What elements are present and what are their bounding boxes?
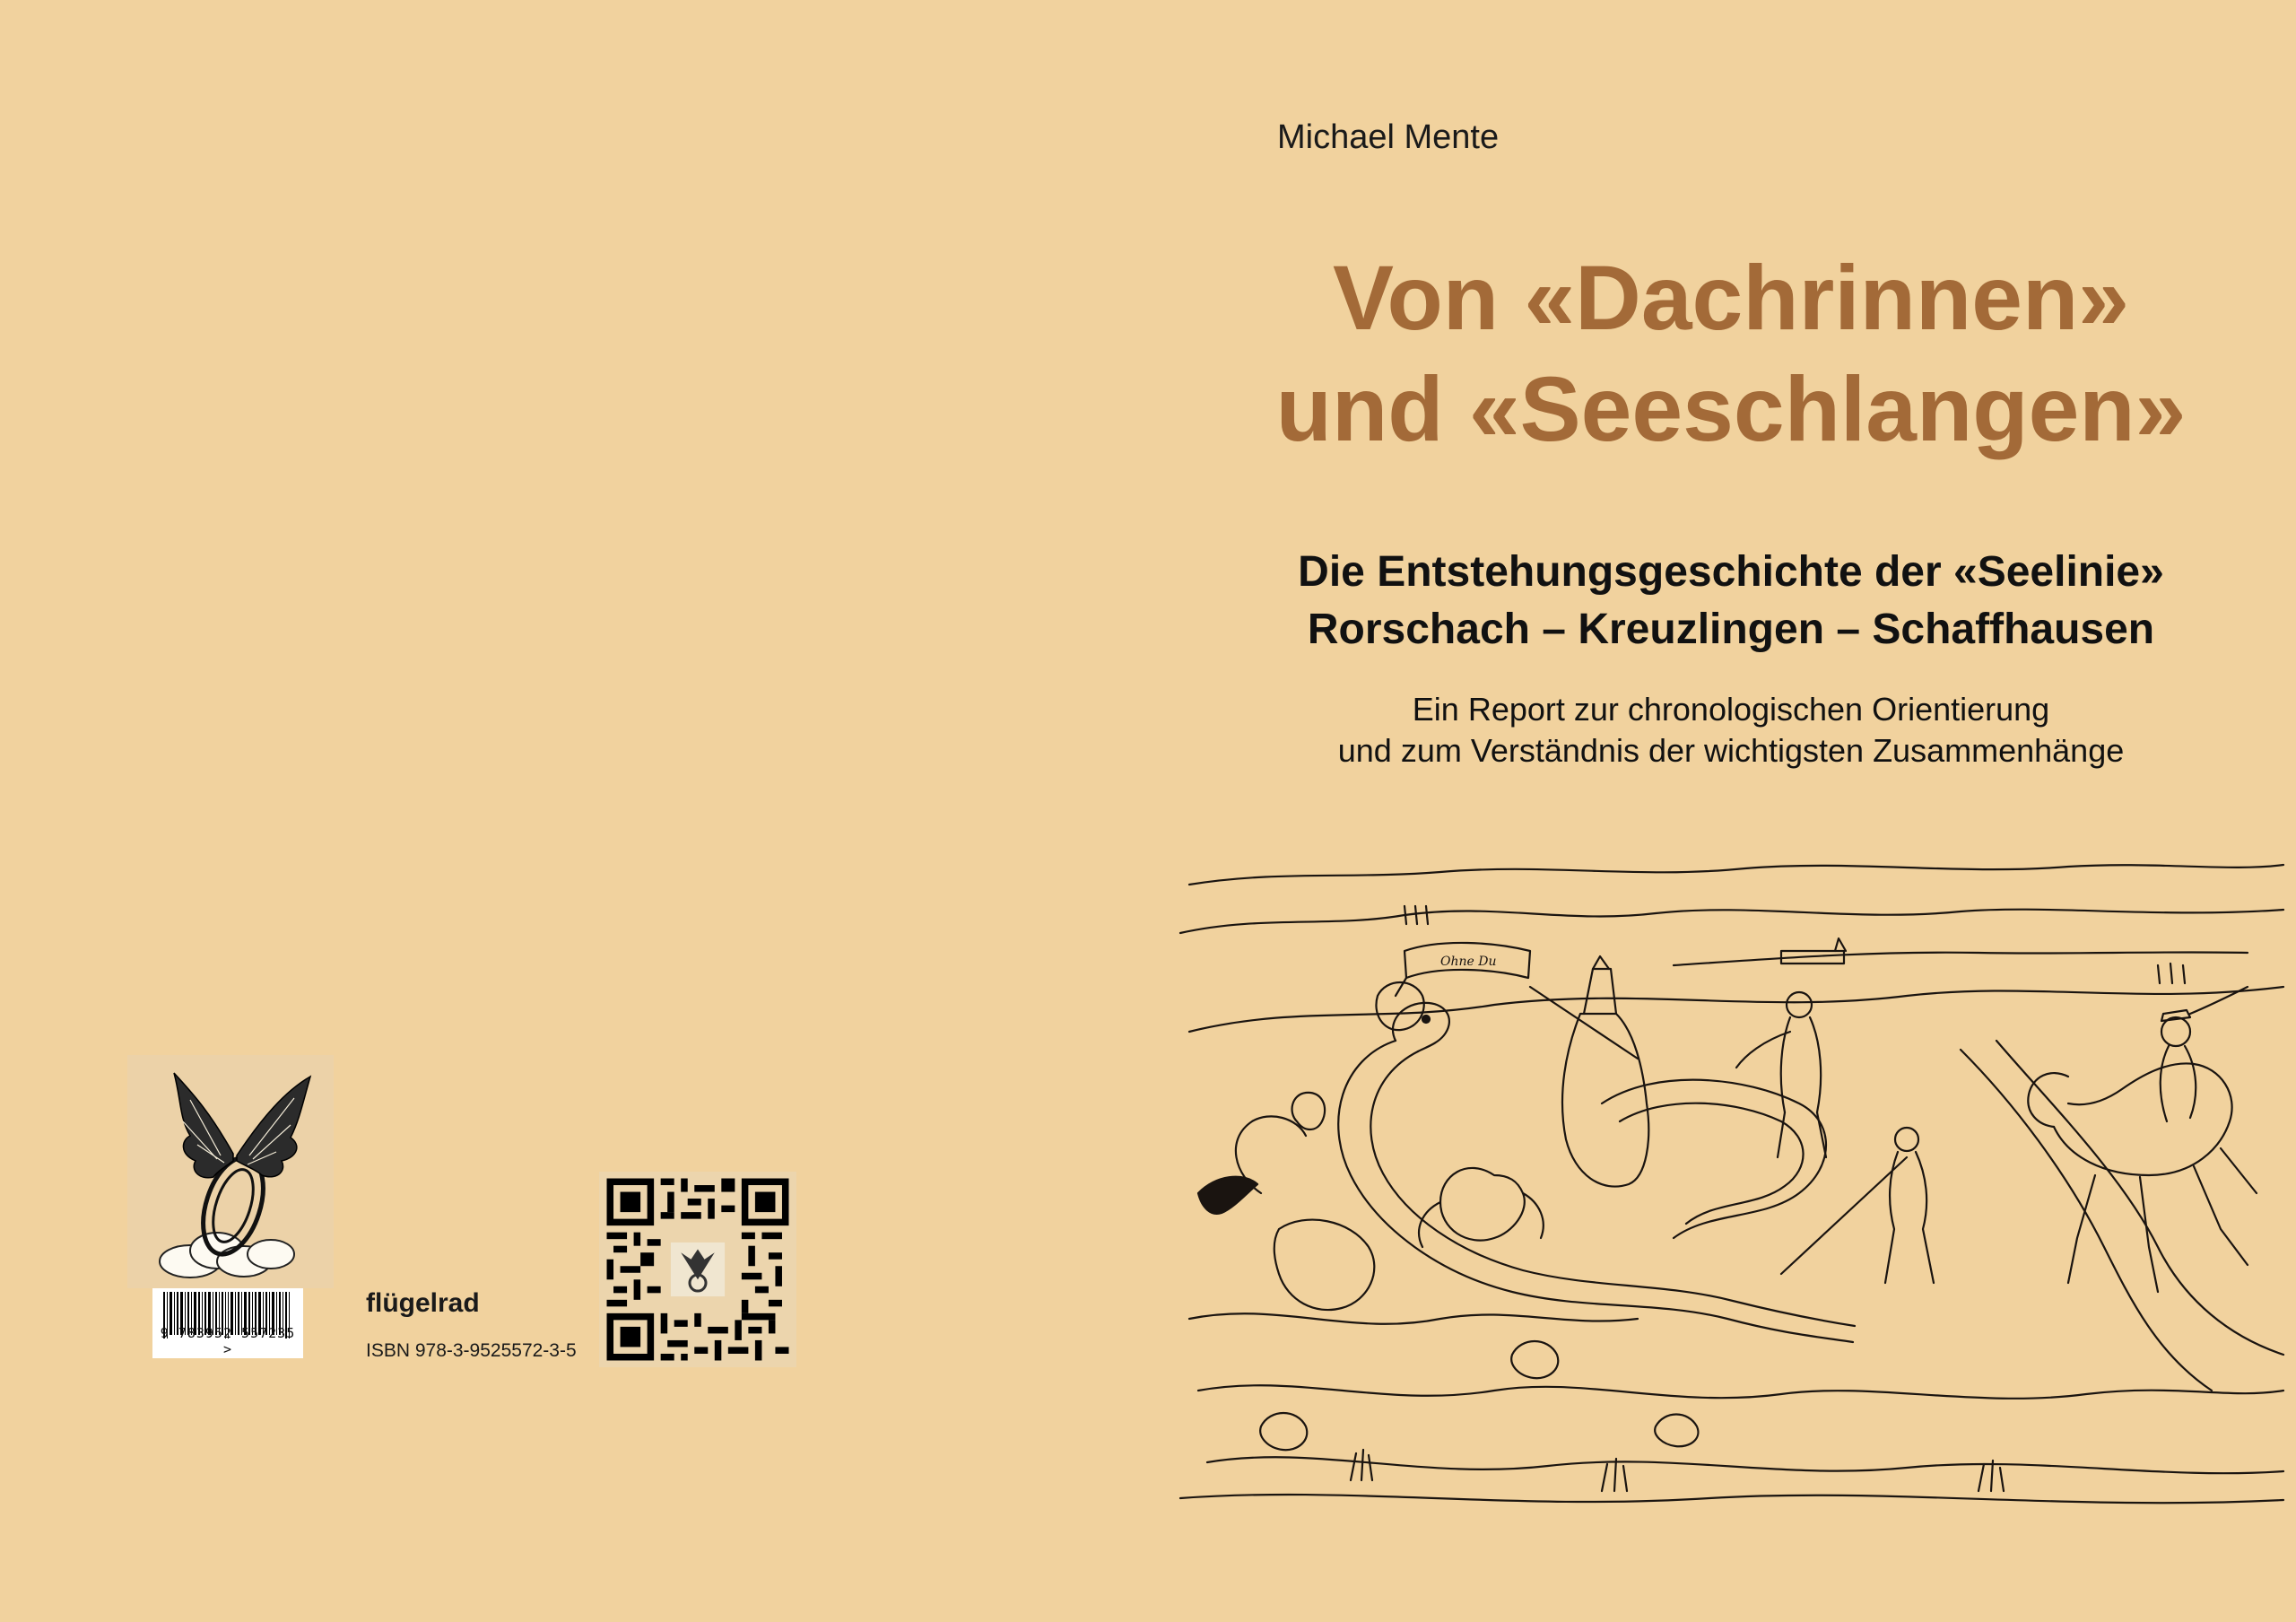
- qr-code-icon: [599, 1172, 796, 1367]
- subtitle-line: Die Entstehungsgeschichte der «Seelinie»: [1298, 548, 2164, 596]
- barcode: [152, 1288, 303, 1358]
- isbn-number: ISBN 978-3-9525572-3-5: [366, 1340, 577, 1361]
- publisher-logo: [127, 1055, 334, 1288]
- book-title: [1238, 242, 2224, 465]
- author-name: Michael Mente: [1277, 118, 1500, 156]
- title-line: Von «Dachrinnen»: [1333, 247, 2129, 349]
- barcode-digits: 9 783952 557235 >: [160, 1325, 296, 1357]
- publisher-name: flügelrad: [366, 1288, 480, 1318]
- tagline-line: Ein Report zur chronologischen Orientierung: [1412, 691, 2050, 728]
- cover-illustration: [1171, 852, 2296, 1516]
- subtitle-line: Rorschach – Kreuzlingen – Schaffhausen: [1307, 606, 2155, 653]
- title-line: und «Seeschlangen»: [1275, 358, 2187, 460]
- book-tagline: [1238, 689, 2224, 772]
- illustration-banner-text: Ohne Du: [1440, 955, 1497, 969]
- tagline-line: und zum Verständnis der wichtigsten Zusammenhänge: [1337, 732, 2125, 769]
- qr-code: [599, 1172, 796, 1367]
- winged-wheel-icon: [127, 1055, 334, 1288]
- book-subtitle: [1238, 544, 2224, 658]
